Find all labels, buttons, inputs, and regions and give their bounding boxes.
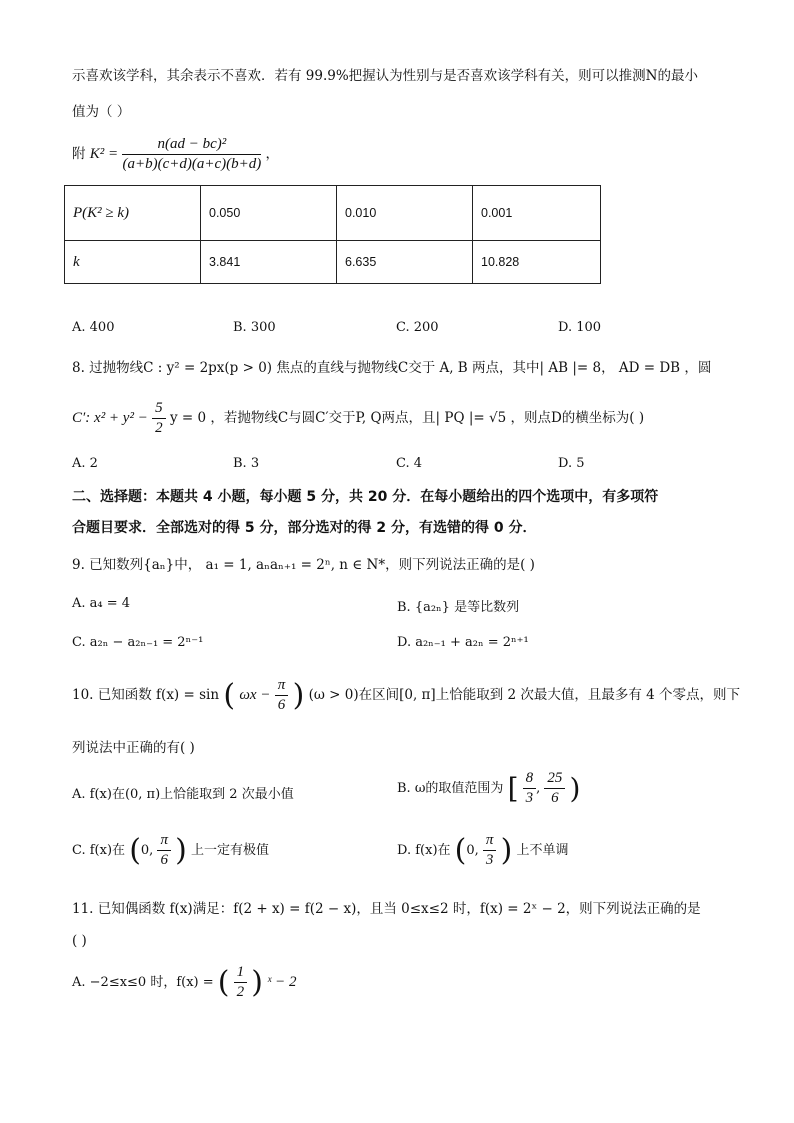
q10-option-b: B. ω的取值范围为 [ $\frac{8}{3}$ , $\frac{25}{6}$ ) [397,770,581,806]
fraction-denominator: 6 [551,790,559,806]
fraction-numerator: π [157,832,171,851]
left-paren: ( [217,965,230,1000]
range-upper-fraction [544,770,565,807]
fraction-numerator: 1 [234,964,248,983]
fraction-denominator: 3 [485,852,494,868]
chi-square-formula [72,136,279,173]
right-paren: ) [569,772,581,805]
table-cell: 6.635 [337,241,473,284]
formula-denominator: (a+b)(c+d)(a+c)(b+d) [122,156,262,172]
q10-stem-line2: 列说法中正确的有( ) [72,740,195,756]
left-bracket: [ [507,772,519,805]
pi-over-six-fraction [275,677,289,714]
option-c-tail: 上一定有极值 [190,843,269,858]
one-half-fraction [234,964,248,1001]
option-c-text: C. f(x)在 [72,843,126,858]
q7-option-c: C. 200 [396,320,439,335]
formula-lhs: K² = [89,146,119,162]
q7-stem-line2: 值为（ ） [72,104,131,120]
table-cell: 0.001 [473,186,601,241]
q11-stem: 11. 已知偶函数 f(x)满足：f(2 + x) = f(2 − x)，且当 0≤x≤2 时，f(x) = 2ˣ − 2，则下列说法正确的是 [72,901,701,917]
option-d-tail: 上不单调 [516,843,569,858]
fraction-denominator: 6 [160,852,168,868]
q10-function-start: 10. 已知函数 f(x) = sin [72,687,220,703]
table-cell: k [65,241,201,284]
pi-over-six-fraction [157,832,171,869]
q10-stem-line1 [72,677,740,714]
formula-suffix: ， [265,146,280,162]
q9-option-c: C. a₂ₙ − a₂ₙ₋₁ = 2ⁿ⁻¹ [72,635,204,650]
section-2-heading-line1: 二、选择题：本题共 4 小题，每小题 5 分，共 20 分．在每小题给出的四个选项中，有多项符 [72,489,659,505]
q7-option-b: B. 300 [233,320,276,335]
table-cell: 0.050 [201,186,337,241]
table-cell: 0.010 [337,186,473,241]
q8-option-c: C. 4 [396,456,423,471]
pi-over-three-fraction [483,832,497,869]
left-paren: ( [223,678,236,713]
table-row [65,186,601,241]
q9-option-d: D. a₂ₙ₋₁ + a₂ₙ = 2ⁿ⁺¹ [397,635,529,650]
range-lower-fraction [523,770,537,807]
table-cell: P(K² ≥ k) [65,186,201,241]
q7-option-d: D. 100 [558,320,602,335]
left-paren: ( [454,833,467,868]
q8-option-d: D. 5 [558,456,585,471]
option-b-text: B. ω的取值范围为 [397,781,504,796]
q10-option-a: A. f(x)在(0, π)上恰能取到 2 次最小值 [72,787,294,802]
q9-option-b: B. {a₂ₙ} 是等比数列 [397,600,520,615]
table-cell: 10.828 [473,241,601,284]
q8-option-a: A. 2 [72,456,98,471]
option-a-text: A. −2≤x≤0 时，f(x) = [72,975,214,990]
formula-prefix: 附 [72,146,86,162]
q11-paren: ( ) [72,933,87,949]
table-row [65,241,601,284]
fraction-numerator: π [275,677,289,696]
circle-equation-rest: y = 0 ，若抛物线C与圆C′交于P, Q两点，且| PQ |= √5 ，则点D的横坐标为( ) [169,410,645,426]
section-2-heading-line2: 合题目要求．全部选对的得 5 分，部分选对的得 2 分，有选错的得 0 分． [72,520,537,536]
q9-option-a: A. a₄ = 4 [72,596,131,611]
formula-numerator: n(ad − bc)² [122,136,261,155]
right-paren: ) [175,833,187,868]
right-paren: ) [292,678,305,713]
q8-stem-line1: 8. 过抛物线C : y² = 2px(p > 0) 焦点的直线与抛物线C交于 A, B 两点，其中| AB |= 8， AD = DB ，圆 [72,360,712,376]
q10-argument: ωx − [239,687,271,703]
q7-stem-line1: 示喜欢该学科，其余表示不喜欢．若有 99.9%把握认为性别与是否喜欢该学科有关，则可以推测N的最小 [72,68,698,84]
fraction-denominator: 6 [277,697,286,713]
formula-fraction [122,136,261,173]
fraction-numerator: 5 [152,400,166,419]
q9-stem: 9. 已知数列{aₙ}中， a₁ = 1, aₙaₙ₊₁ = 2ⁿ, n ∈ N*，则下列说法正确的是( ) [72,557,535,573]
fraction-denominator: 2 [236,984,245,1000]
q10-stem-rest: (ω > 0)在区间[0, π]上恰能取到 2 次最大值，且最多有 4 个零点，则下 [308,687,741,703]
q7-option-a: A. 400 [72,320,115,335]
option-d-text: D. f(x)在 [397,843,451,858]
circle-equation-start: C′: x² + y² − [72,410,148,426]
critical-value-table [64,185,601,284]
fraction-denominator: 2 [155,420,163,436]
q10-option-c: C. f(x)在 (0, $\frac{\pi}{6}$ ) 上一定有极值 [72,832,269,868]
fraction-numerator: π [483,832,497,851]
five-halves-fraction [152,400,166,437]
q10-option-d: D. f(x)在 (0, $\frac{\pi}{3}$ ) 上不单调 [397,832,569,868]
q8-option-b: B. 3 [233,456,260,471]
q8-stem-line2 [72,400,644,437]
table-cell: 3.841 [201,241,337,284]
right-paren: ) [500,833,513,868]
left-paren: ( [129,833,141,868]
fraction-numerator: 25 [544,770,565,789]
fraction-numerator: 8 [523,770,537,789]
fraction-denominator: 3 [525,790,534,806]
option-a-tail: ˣ − 2 [267,974,297,990]
right-paren: ) [251,965,264,1000]
q11-option-a [72,964,297,1001]
